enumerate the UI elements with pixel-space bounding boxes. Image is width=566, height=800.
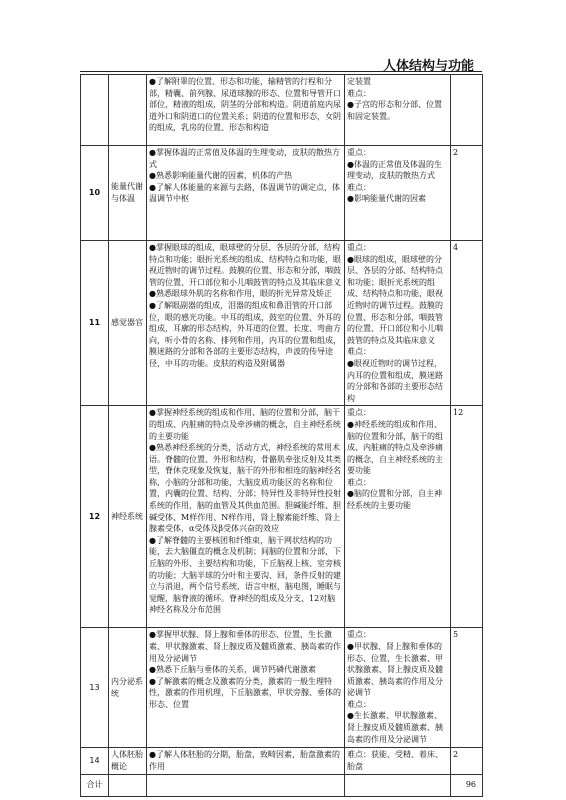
chapter-name: 神经系统 (109, 406, 147, 628)
chapter-name: 内分泌系统 (109, 628, 147, 748)
row-number: 11 (81, 241, 109, 406)
total-hours: 96 (451, 774, 483, 796)
table-row (81, 75, 483, 146)
teaching-requirements: ●掌握眼球的组成，眼球壁的分层、各层的分部，结构特点和功能；眼折光系统的组成、结构特点和功能，眼视近物时的调节过程。鼓膜的位置、形态和分部，咽鼓管的位置、开口部位和小儿咽鼓管的特点及其临床意义 ●熟悉眼球外肌的名称和作用，眼的折光异常及矫正 ●了解眼副器的组成，泪器的组成和鼻泪管的开口部位，眼的感光功能。中耳的组成，鼓室的位置、外耳的组成，耳廓的形态结构，外耳道的位置、长度、弯曲方向，听小骨的名称、排列和作用，内耳的位置和组成，膜迷路的分部和各部的主要形态结构，声波的传导途径，中耳的功能。皮肤的构造及附属器 (147, 241, 345, 406)
teaching-requirements: ●了解人体胚胎的分期，胎盘，致畸因素，胎盘激素的作用 (147, 748, 345, 774)
key-and-difficult-points: 定装置 难点： ●子宫的形态和分部、位置和固定装置。 (345, 75, 451, 146)
syllabus-table (80, 74, 483, 797)
row-number (81, 75, 109, 146)
table-row (81, 406, 483, 628)
teaching-requirements: ●了解附睾的位置、形态和功能，输精管的行程和分部，精囊、前列腺、尿道球腺的形态、位置和导管开口部位，精液的组成，阴茎的分部和构造。阴道前庭内尿道外口和阴道口的位置关系；阴道的位置和形态，女阴的组成，乳房的位置、形态和构造 (147, 75, 345, 146)
empty-cell (109, 774, 147, 796)
row-number: 13 (81, 628, 109, 748)
row-number: 10 (81, 146, 109, 241)
table-row (81, 241, 483, 406)
table-row (81, 748, 483, 774)
teaching-requirements: ●掌握体温的正常值及体温的生理变动，皮肤的散热方式 ●熟悉影响能量代谢的因素，机体的产热 ●了解人体能量的来源与去路，体温调节的调定点，体温调节中枢 (147, 146, 345, 241)
class-hours: 4 (451, 241, 483, 406)
teaching-requirements: ●掌握甲状腺、肾上腺和垂体的形态、位置，生长激素、甲状腺激素、肾上腺皮质及髓质激素、胰岛素的作用及分泌调节 ●熟悉下丘脑与垂体的关系，调节钙磷代谢激素 ●了解激素的概念及激素的分类，激素的一般生理特性，激素的作用机理，下丘脑激素，甲状旁腺、垂体的形态、位置 (147, 628, 345, 748)
total-label: 合计 (81, 774, 109, 796)
chapter-name: 人体胚胎概论 (109, 748, 147, 774)
chapter-name: 能量代谢与体温 (109, 146, 147, 241)
teaching-requirements: ●掌握神经系统的组成和作用、脑的位置和分部，脑干的组成、内脏痛的特点及牵涉痛的概念，自主神经系统的主要功能 ●熟悉神经系统的分类，活动方式，神经系统的常用术语。脊髓的位置、外形和结构，骨骼肌牵张反射及其类型，脊休克现象及恢复，脑干的外形和相连的脑神经名称，小脑的分部和功能，大脑皮质功能区的名称和位置，内囊的位置、结构、分部；特异性及非特异性投射系统的作用，脑的血管及其供血范围。胆碱能纤维、胆碱受体、M样作用、N样作用，肾上腺素能纤维、肾上腺素受体，α受体及β受体兴奋的效应 ●了解脊髓的主要核团和纤维束，脑干网状结构的功能，去大脑僵直的概念及机制；间脑的位置和分部，下丘脑的外形、主要结构和功能，下丘脑视上核、室旁核的功能；大脑半球的分叶和主要沟、回，条件反射的建立与消退，两个信号系统，语言中枢，脑电图，睡眠与觉醒，脑脊液的循环。脊神经的组成及分支、12对脑神经名称及分布范围 (147, 406, 345, 628)
class-hours: 5 (451, 628, 483, 748)
chapter-name: 感觉器官 (109, 241, 147, 406)
empty-cell (345, 774, 451, 796)
page-header-title: 人体结构与功能 (382, 59, 474, 74)
table-row (81, 146, 483, 241)
header-rule (80, 71, 482, 72)
row-number: 14 (81, 748, 109, 774)
class-hours: 2 (451, 748, 483, 774)
row-number: 12 (81, 406, 109, 628)
table-row (81, 628, 483, 748)
class-hours (451, 75, 483, 146)
key-and-difficult-points: 重点： ●甲状腺、肾上腺和垂体的形态、位置，生长激素、甲状腺激素、肾上腺皮质及髓质激素、胰岛素的作用及分泌调节 难点： ●生长激素、甲状腺激素、肾上腺皮质及髓质激素、胰岛素的作用及分泌调节 (345, 628, 451, 748)
key-and-difficult-points: 重点： ●神经系统的组成和作用、脑的位置和分部，脑干的组成、内脏痛的特点及牵涉痛的概念，自主神经系统的主要功能 难点： ●脑的位置和分部，自主神经系统的主要功能 (345, 406, 451, 628)
empty-cell (147, 774, 345, 796)
class-hours: 2 (451, 146, 483, 241)
key-and-difficult-points: 重点： ●眼球的组成，眼球壁的分层、各层的分部、结构特点和功能；眼折光系统的组成、结构特点和功能，眼视近物时的调节过程。鼓膜的位置、形态和分部，咽鼓管的位置、开口部位和小儿咽鼓管的特点及其临床意义 难点： ●眼视近物时的调节过程，内耳的位置和组成，膜迷路的分部和各部的主要形态结构 (345, 241, 451, 406)
total-row (81, 774, 483, 796)
chapter-name (109, 75, 147, 146)
key-and-difficult-points: 重点： ●体温的正常值及体温的生理变动，皮肤的散热方式 难点： ●影响能量代谢的因素 (345, 146, 451, 241)
key-and-difficult-points: 难点：获能、受精、着床、胎盘 (345, 748, 451, 774)
class-hours: 12 (451, 406, 483, 628)
